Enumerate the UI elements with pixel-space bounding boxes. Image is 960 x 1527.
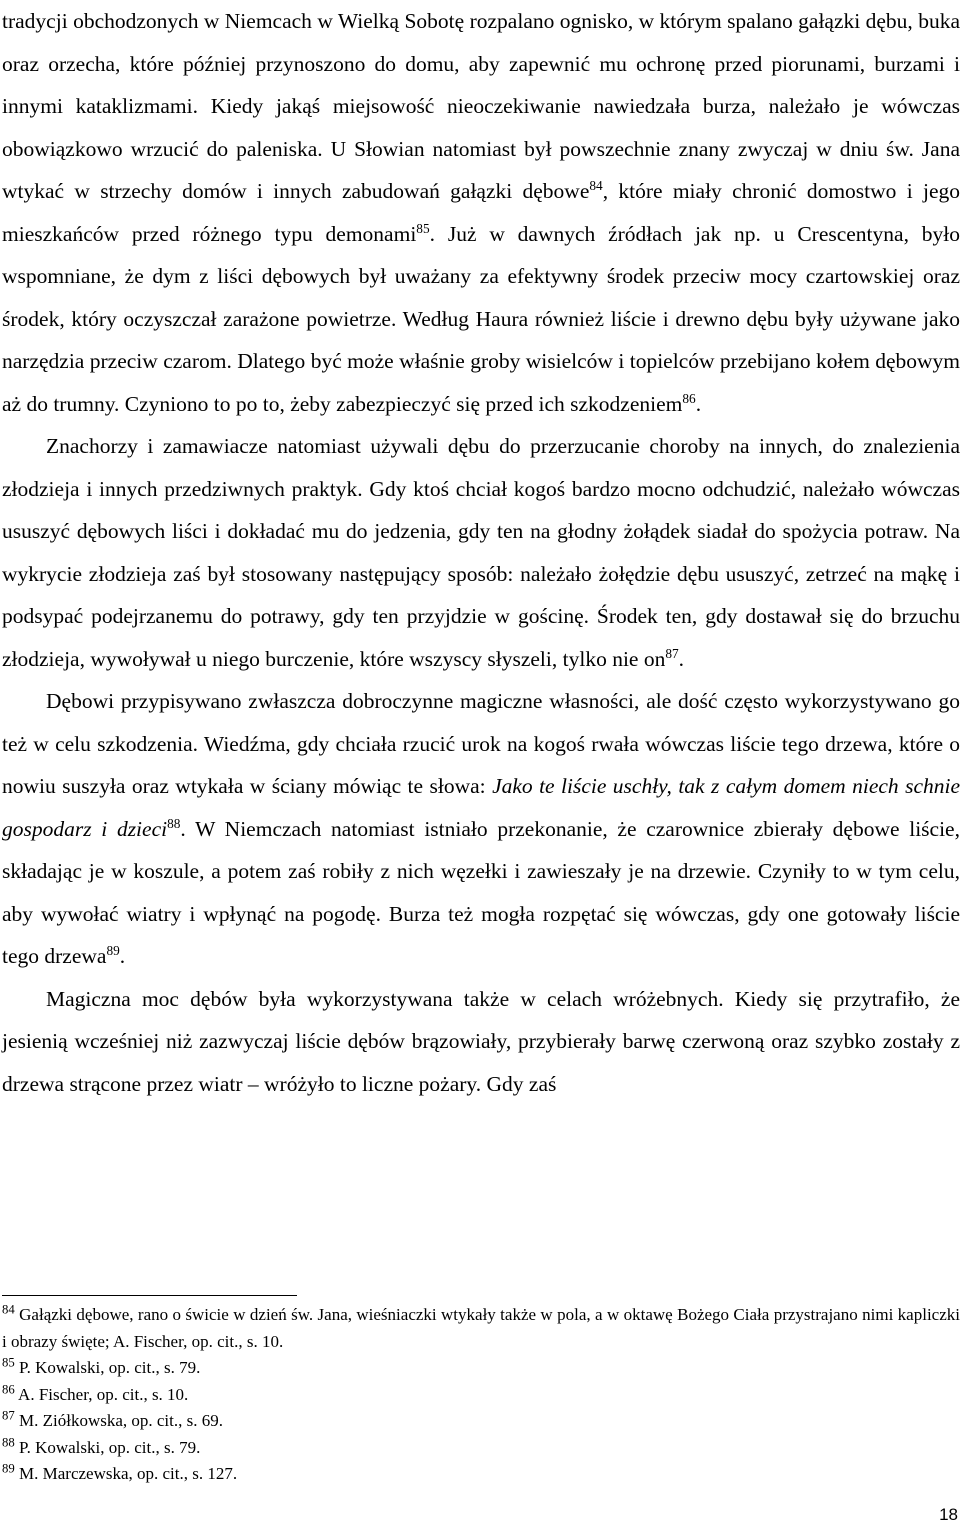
footnote-number: 87 (2, 1408, 15, 1423)
text-run: . (119, 944, 126, 968)
text-run: , które miały chronić domostwo i jego mieszkańców przed różnego typu demonami (2, 179, 960, 246)
footnote-separator (2, 1295, 297, 1296)
text-run: Dębowi przypisywano zwłaszcza dobroczynne magiczne własności, ale dość często wykorzystywano go też w celu szkodzenia. Wiedźma, gdy chciała rzucić urok na kogoś rwała wówczas liście tego drzewa, które o nowiu suszyła oraz wtykała w ściany mówiąc te słowa: (2, 689, 960, 798)
footnote (2, 1302, 960, 1355)
paragraph (2, 0, 960, 425)
footnote-text: M. Marczewska, op. cit., s. 127. (14, 1464, 238, 1483)
text-run: . (678, 646, 685, 671)
footnote-number: 88 (2, 1434, 15, 1449)
footnote-text: A. Fischer, op. cit., s. 10. (14, 1384, 189, 1404)
footnote (2, 1435, 960, 1462)
paragraph (2, 425, 960, 680)
text-run: . Już w dawnych źródłach jak np. u Crescentyna, było wspomniane, że dym z liści dębowych był uważany za efektywny środek przeciw mocy czartowskiej oraz środek, który oczyszczał zarażone powietrze. Według Haura również liście i drewno dębu były używane jako narzędzia przeciw czarom. Dlatego być może właśnie groby wisielców i topielców przebijano kołem dębowym aż do trumny. Czyniono to po to, żeby zabezpieczyć się przed ich szkodzeniem (2, 221, 960, 416)
italic-quote: Jako te liście uschły, tak z całym domem niech schnie gospodarz i dzieci (2, 774, 960, 841)
footnotes (2, 1302, 960, 1488)
footnote-number: 84 (2, 1302, 15, 1317)
text-run: tradycji obchodzonych w Niemcach w Wielką Sobotę rozpalano ognisko, w którym spalano gałązki dębu, buka oraz orzecha, które później przynoszono do domu, aby zapewnić mu ochronę przed piorunami, burzami i innymi kataklizmami. Kiedy jakąś miejsowość nieoczekiwanie nawiedzała burza, należało je wówczas obowiązkowo wrzucić do paleniska. U Słowian natomiast był powszechnie znany zwyczaj w dniu św. Jana wtykać w strzechy domów i innych zabudowań gałązki dębowe (2, 9, 960, 203)
paragraph (2, 978, 960, 1106)
text-run: . (695, 391, 702, 416)
body-text (2, 0, 960, 1105)
footnote-text: P. Kowalski, op. cit., s. 79. (14, 1358, 201, 1377)
paragraph (2, 680, 960, 978)
text-run: Znachorzy i zamawiacze natomiast używali dębu do przerzucanie choroby na innych, do znalezienia złodzieja i innych przedziwnych praktyk. Gdy ktoś chciał kogoś bardzo mocno odchudzić, należało wówczas ususzyć dębowych liści i dokładać mu do jedzenia, gdy ten na głodny żołądek siadał do spożycia potraw. Na wykrycie złodzieja zaś był stosowany następujący sposób: należało żołędzie dębu ususzyć, zetrzeć na mąkę i podsypać podejrzanemu do potrawy, gdy ten przyjdzie w gościnę. Środek ten, gdy dostawał się do brzuchu złodzieja, wywoływał u niego burczenie, które wszyscy słyszeli, tylko nie on (2, 434, 960, 671)
footnote (2, 1461, 960, 1488)
text-run: . W Niemczach natomiast istniało przekonanie, że czarownice zbierały dębowe liście, składając je w koszule, a potem zaś robiły z nich węzełki i zawieszały je na drzewie. Czyniły to w tym celu, aby wywołać wiatry i wpłynąć na pogodę. Burza też mogła rozpętać się wówczas, gdy one gotowały liście tego drzewa (2, 816, 960, 968)
text-run: Magiczna moc dębów była wykorzystywana także w celach wróżebnych. Kiedy się przytrafiło, że jesienią wcześniej niż zazwyczaj liście dębów brązowiały, przybierały barwę czerwoną oraz szybko zostały z drzewa strącone przez wiatr – wróżyło to liczne pożary. Gdy zaś (2, 986, 960, 1096)
footnote-number: 89 (2, 1461, 15, 1476)
footnote (2, 1382, 960, 1409)
footnote-reference: 86 (682, 390, 696, 406)
footnote-text: M. Ziółkowska, op. cit., s. 69. (14, 1411, 223, 1430)
footnote-text: P. Kowalski, op. cit., s. 79. (14, 1437, 201, 1457)
footnote-number: 86 (2, 1381, 15, 1396)
footnote (2, 1355, 960, 1382)
footnote-reference: 87 (665, 645, 679, 661)
footnote-text: Gałązki dębowe, rano o świcie w dzień św. Jana, wieśniaczki wtykały także w pola, a w oktawę Bożego Ciała przystrajano nimi kapliczki i obrazy święte; A. Fischer, op. cit., s. 10. (2, 1305, 960, 1351)
footnote-reference: 85 (416, 220, 430, 236)
footnote-reference: 89 (106, 942, 120, 958)
footnote (2, 1408, 960, 1435)
page-number: 18 (939, 1505, 958, 1524)
footnote-reference: 84 (589, 177, 603, 193)
footnote-reference: 88 (167, 815, 181, 831)
footnote-number: 85 (2, 1355, 15, 1370)
